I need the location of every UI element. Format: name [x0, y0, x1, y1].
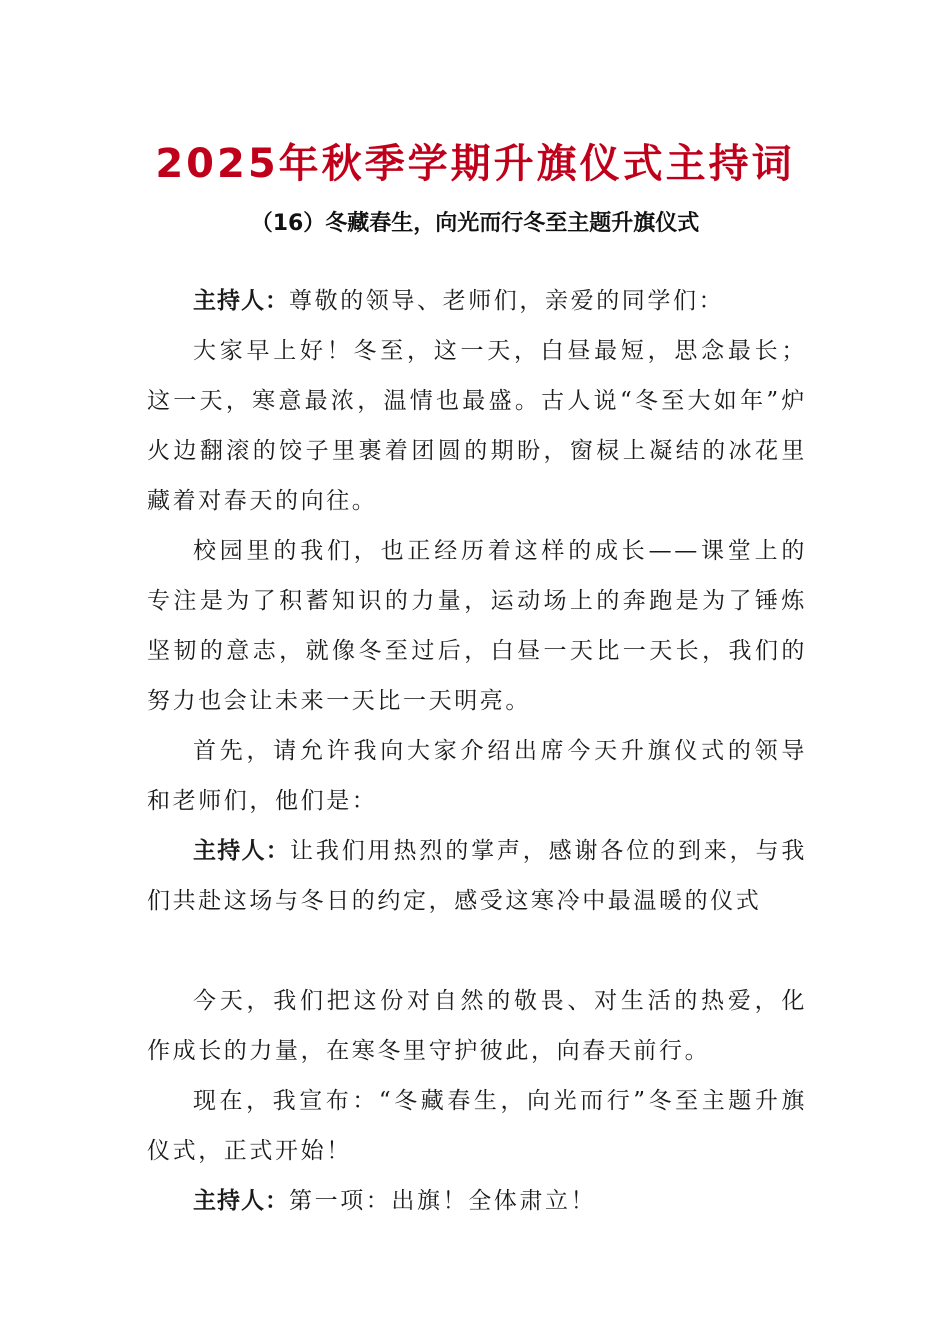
- paragraph: [147, 1176, 807, 1226]
- document-title: 2025年秋季学期升旗仪式主持词: [155, 141, 795, 187]
- speaker-label: 主持人：: [193, 1188, 289, 1214]
- paragraph-text: 首先，请允许我向大家介绍出席今天升旗仪式的领导和老师们，他们是：: [147, 738, 807, 814]
- paragraph: [147, 826, 807, 926]
- paragraph-text: 第一项：出旗！全体肃立！: [289, 1188, 597, 1214]
- document-subtitle: （16）冬藏春生，向光而行冬至主题升旗仪式: [250, 211, 700, 236]
- paragraph: [147, 976, 807, 1076]
- paragraph-text: 今天，我们把这份对自然的敬畏、对生活的热爱，化作成长的力量，在寒冬里守护彼此，向春天前行。: [147, 988, 807, 1064]
- paragraph: [147, 326, 807, 526]
- paragraph-text: 大家早上好！冬至，这一天，白昼最短，思念最长；这一天，寒意最浓，温情也最盛。古人说“冬至大如年”炉火边翻滚的饺子里裹着团圆的期盼，窗棂上凝结的冰花里藏着对春天的向往。: [147, 338, 807, 514]
- speaker-label: 主持人：: [193, 838, 291, 864]
- paragraph: [147, 726, 807, 826]
- paragraph-text: 校园里的我们，也正经历着这样的成长——课堂上的专注是为了积蓄知识的力量，运动场上的奔跑是为了锤炼坚韧的意志，就像冬至过后，白昼一天比一天长，我们的努力也会让未来一天比一天明亮。: [147, 538, 807, 714]
- paragraph-text: 现在，我宣布：“冬藏春生，向光而行”冬至主题升旗仪式，正式开始！: [147, 1088, 807, 1164]
- paragraph: [147, 276, 807, 326]
- document-body: [147, 276, 807, 1226]
- paragraph: [147, 1076, 807, 1176]
- paragraph: [147, 526, 807, 726]
- speaker-label: 主持人：: [193, 288, 289, 314]
- paragraph-text: 尊敬的领导、老师们，亲爱的同学们：: [289, 288, 725, 314]
- paragraph-text: 让我们用热烈的掌声，感谢各位的到来，与我们共赴这场与冬日的约定，感受这寒冷中最温暖的仪式: [147, 838, 808, 914]
